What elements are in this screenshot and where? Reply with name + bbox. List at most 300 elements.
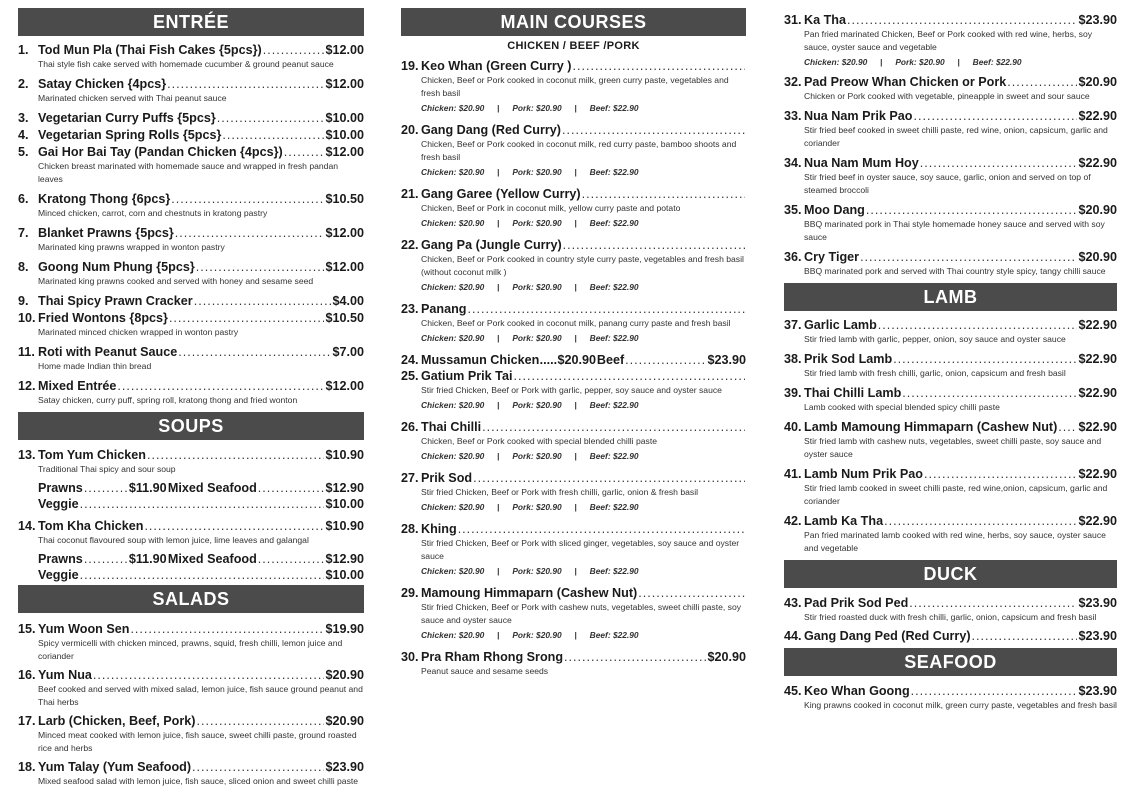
menu-item-line — [18, 621, 364, 637]
chicken-price: Chicken: $20.90 — [421, 282, 485, 292]
item-number: 9. — [18, 294, 29, 308]
item-name: Vegetarian Spring Rolls {5pcs} — [38, 128, 222, 142]
dot-leader — [144, 518, 324, 534]
item-number: 26. — [401, 420, 419, 434]
beef-price: Beef: $22.90 — [589, 630, 639, 640]
beef-price: Beef: $22.90 — [972, 57, 1022, 67]
item-price: $10.90 — [325, 448, 364, 462]
separator: | — [497, 400, 500, 410]
item-name: Khing — [421, 522, 457, 536]
price-options — [401, 166, 746, 179]
separator: | — [497, 103, 500, 113]
separator: | — [497, 566, 500, 576]
dot-leader — [924, 466, 1077, 482]
menu-item — [18, 225, 364, 254]
item-description: Stir fried Chicken, Beef or Pork with cashew nuts, vegetables, sweet chilli paste, soy sauce and oyster sauce — [421, 602, 742, 625]
dot-leader — [911, 683, 1078, 699]
menu-item-line — [784, 108, 1117, 124]
menu-item-line — [784, 385, 1117, 401]
price-options — [401, 399, 746, 412]
item-name: Tod Mun Pla (Thai Fish Cakes {5pcs}) — [38, 43, 262, 57]
item-description: BBQ marinated pork and served with Thai country style spicy, tangy chilli sauce — [804, 266, 1106, 276]
menu-item — [784, 108, 1117, 150]
menu-item — [401, 301, 746, 345]
menu-item — [401, 237, 746, 294]
item-price: $22.90 — [1078, 352, 1117, 366]
dot-leader — [564, 649, 706, 665]
beef-label: Beef — [596, 353, 625, 367]
price-options — [401, 565, 746, 578]
menu-item-line — [401, 585, 746, 601]
item-name: Lamb Ka Tha — [804, 514, 884, 528]
item-name: Gang Garee (Yellow Curry) — [421, 187, 581, 201]
item-name: Thai Spicy Prawn Cracker — [38, 294, 193, 308]
menu-item — [18, 259, 364, 288]
separator: | — [497, 218, 500, 228]
separator: | — [497, 451, 500, 461]
menu-item-line — [401, 58, 746, 74]
menu-item — [18, 621, 364, 663]
item-description: Pan fried marinated lamb cooked with red wine, herbs, soy sauce, oyster sauce and vegetable — [804, 530, 1106, 553]
pork-price: Pork: $20.90 — [512, 167, 562, 177]
menu-item — [784, 595, 1117, 624]
separator: | — [497, 502, 500, 512]
item-name: Panang — [421, 302, 467, 316]
item-number: 11. — [18, 345, 35, 359]
menu-item — [18, 293, 364, 309]
menu-item — [784, 202, 1117, 244]
item-description: Thai style fish cake served with homemade cucumber & ground peanut sauce — [38, 59, 334, 69]
item-description: Stir fried lamb cooked in sweet chilli paste, red wine,onion, capsicum, garlic and coriander — [804, 483, 1108, 506]
item-number: 34. — [784, 156, 802, 170]
item-name: Mussamun Chicken — [421, 353, 540, 367]
menu-item-line — [401, 521, 746, 537]
item-number: 42. — [784, 514, 802, 528]
item-description: Lamb cooked with special blended spicy chilli paste — [804, 402, 1000, 412]
price-options — [401, 501, 746, 514]
item-price: $12.00 — [325, 226, 364, 240]
item-description: Marinated minced chicken wrapped in wonton pastry — [38, 327, 239, 337]
menu-item — [18, 378, 364, 407]
item-price: $12.00 — [325, 43, 364, 57]
item-name: Gang Dang (Red Curry) — [421, 123, 561, 137]
dot-leader — [562, 122, 745, 138]
menu-item — [18, 191, 364, 220]
separator: | — [574, 103, 577, 113]
duck-banner: DUCK — [784, 560, 1117, 588]
item-description: Chicken, Beef or Pork cooked with special blended chilli paste — [421, 436, 657, 446]
item-number: 18. — [18, 760, 36, 774]
item-description: Chicken breast marinated with homemade sauce and wrapped in fresh pandan leaves — [38, 161, 339, 184]
menu-item-line — [401, 368, 746, 384]
menu-item-line — [784, 317, 1117, 333]
item-price: $19.90 — [325, 622, 364, 636]
menu-item-line — [401, 301, 746, 317]
item-name: Thai Chilli Lamb — [804, 386, 902, 400]
item-description: Stir fried Chicken, Beef or Pork with garlic, pepper, soy sauce and oyster sauce — [421, 385, 722, 395]
chicken-price: Chicken: $20.90 — [421, 167, 485, 177]
item-price: $20.90 — [1078, 250, 1117, 264]
soups-banner: SOUPS — [18, 412, 364, 440]
item-number: 36. — [784, 250, 802, 264]
dot-leader — [80, 496, 325, 512]
item-price: $22.90 — [1078, 109, 1117, 123]
item-number: 32. — [784, 75, 802, 89]
item-description: Chicken, Beef or Pork cooked in coconut milk, green curry paste, vegetables and fresh basil — [421, 75, 729, 98]
item-price: $20.90 — [1078, 203, 1117, 217]
pork-price: Pork: $20.90 — [512, 502, 562, 512]
item-price: $20.90 — [325, 714, 364, 728]
item-number: 27. — [401, 471, 419, 485]
item-number: 29. — [401, 586, 419, 600]
sub-label: Veggie — [38, 568, 79, 582]
item-price: $10.00 — [325, 128, 364, 142]
pork-price: Pork: $20.90 — [512, 333, 562, 343]
item-number: 5. — [18, 145, 29, 159]
dot-leader — [914, 108, 1078, 124]
dot-leader — [582, 186, 745, 202]
beef-price: Beef: $22.90 — [589, 502, 639, 512]
menu-item — [401, 649, 746, 678]
menu-item-line — [401, 122, 746, 138]
item-description: Marinated king prawns wrapped in wonton pastry — [38, 242, 225, 252]
item-name: Yum Nua — [38, 668, 92, 682]
menu-item — [18, 759, 364, 788]
item-price: $10.50 — [325, 311, 364, 325]
item-description: Home made Indian thin bread — [38, 361, 152, 371]
item-price: $10.90 — [325, 519, 364, 533]
menu-item — [18, 713, 364, 755]
beef-price: Beef: $22.90 — [589, 103, 639, 113]
menu-item-line — [401, 237, 746, 253]
item-name: Prik Sod — [421, 471, 473, 485]
menu-item-line — [18, 378, 364, 394]
beef-price: Beef: $22.90 — [589, 566, 639, 576]
item-name: Mixed Entrée — [38, 379, 117, 393]
item-description: Satay chicken, curry puff, spring roll, kratong thong and fried wonton — [38, 395, 298, 405]
main-courses-subtitle: CHICKEN / BEEF /PORK — [507, 40, 640, 52]
menu-item-line — [401, 419, 746, 435]
salads-banner: SALADS — [18, 585, 364, 613]
mussamun-line — [401, 352, 746, 368]
item-price: $22.90 — [1078, 467, 1117, 481]
item-number: 7. — [18, 226, 29, 240]
item-description: Marinated king prawns cooked and served with honey and sesame seed — [38, 276, 314, 286]
item-description: Stir fried roasted duck with fresh chilli, garlic, onion, capsicum and fresh basil — [804, 612, 1097, 622]
item-description: Chicken, Beef or Pork in coconut milk, yellow curry paste and potato — [421, 203, 681, 213]
item-price: $22.90 — [1078, 318, 1117, 332]
menu-item — [784, 385, 1117, 414]
menu-item — [18, 110, 364, 126]
menu-item-line — [18, 293, 364, 309]
dot-leader — [920, 155, 1078, 171]
dot-leader — [117, 378, 324, 394]
dot-leader — [147, 447, 324, 463]
beef-price: Beef: $22.90 — [589, 333, 639, 343]
menu-item-line — [784, 155, 1117, 171]
item-number: 21. — [401, 187, 419, 201]
item-number: 4. — [18, 128, 29, 142]
item-number: 31. — [784, 13, 802, 27]
item-number: 23. — [401, 302, 419, 316]
price-options — [401, 102, 746, 115]
price-options — [784, 56, 1117, 69]
item-description: Peanut sauce and sesame seeds — [421, 666, 549, 676]
prawns-price: $11.90 — [128, 481, 167, 495]
item-price: $20.90 — [325, 668, 364, 682]
dot-leader — [196, 259, 325, 275]
item-number: 3. — [18, 111, 29, 125]
item-number: 40. — [784, 420, 802, 434]
item-price: $22.90 — [1078, 514, 1117, 528]
menu-item-line — [18, 76, 364, 92]
menu-item-line — [784, 202, 1117, 218]
dot-leader — [171, 191, 324, 207]
prawns-price: $11.90 — [128, 552, 167, 566]
menu-item-line — [784, 351, 1117, 367]
item-price: $20.90 — [707, 650, 746, 664]
item-description: Chicken, Beef or Pork cooked in country style curry paste, vegetables and fresh basil (without coconut milk ) — [421, 254, 744, 277]
menu-item-line — [784, 595, 1117, 611]
separator: | — [574, 451, 577, 461]
menu-item — [401, 122, 746, 179]
item-name: Gatium Prik Tai — [421, 369, 513, 383]
item-description: Stir fried lamb with garlic, pepper, onion, soy sauce and oyster sauce — [804, 334, 1066, 344]
item-description: Stir fried Chicken, Beef or Pork with fresh chilli, garlic, onion & fresh basil — [421, 487, 699, 497]
dot-leader — [84, 551, 128, 567]
seafood-banner: SEAFOOD — [784, 648, 1117, 676]
item-name: Nua Nam Mum Hoy — [804, 156, 919, 170]
dot-leader — [473, 470, 745, 486]
menu-item — [18, 310, 364, 339]
item-number: 28. — [401, 522, 419, 536]
price-options — [401, 281, 746, 294]
item-name: Gang Pa (Jungle Curry) — [421, 238, 562, 252]
menu-item — [784, 466, 1117, 508]
item-name: Gang Dang Ped (Red Curry) — [804, 629, 971, 643]
menu-item — [784, 513, 1117, 555]
item-name: Ka Tha — [804, 13, 846, 27]
item-number: 10. — [18, 311, 36, 325]
menu-item-line — [784, 74, 1117, 90]
item-price: $23.90 — [1078, 13, 1117, 27]
item-description: Chicken, Beef or Pork cooked in coconut milk, panang curry paste and fresh basil — [421, 318, 731, 328]
pork-price: Pork: $20.90 — [512, 566, 562, 576]
item-price: $12.00 — [325, 145, 364, 159]
item-number: 2. — [18, 77, 29, 91]
menu-item — [784, 419, 1117, 461]
item-description: Chicken or Pork cooked with vegetable, pineapple in sweet and sour sauce — [804, 91, 1090, 101]
item-description: Stir fried Chicken, Beef or Pork with sliced ginger, vegetables, soy sauce and oyster sauce — [421, 538, 740, 561]
item-number: 16. — [18, 668, 36, 682]
dot-leader — [638, 585, 745, 601]
dot-leader — [482, 419, 745, 435]
item-name: Tom Kha Chicken — [38, 519, 144, 533]
menu-item-line — [18, 191, 364, 207]
dot-leader — [80, 567, 325, 583]
pork-price: Pork: $20.90 — [512, 103, 562, 113]
item-description: Minced meat cooked with lemon juice, fish sauce, sweet chilli paste, ground roasted rice and herbs — [38, 730, 357, 753]
item-number: 37. — [784, 318, 802, 332]
menu-item-line — [784, 249, 1117, 265]
item-name: Keo Whan Goong — [804, 684, 910, 698]
item-price: $23.90 — [1078, 684, 1117, 698]
dot-leader — [893, 351, 1077, 367]
separator: | — [574, 218, 577, 228]
item-description: Stir fried beef in oyster sauce, soy sauce, garlic, onion and served on top of steamed broccoli — [804, 172, 1091, 195]
menu-item-line — [18, 110, 364, 126]
item-name: Garlic Lamb — [804, 318, 877, 332]
dot-leader — [884, 513, 1077, 529]
dot-leader — [194, 293, 332, 309]
prawns-label: Prawns — [38, 481, 83, 495]
menu-item — [784, 351, 1117, 380]
item-name: Vegetarian Curry Puffs {5pcs} — [38, 111, 216, 125]
dot-leader — [1058, 419, 1077, 435]
pork-price: Pork: $20.90 — [512, 282, 562, 292]
item-name: Lamb Num Prik Pao — [804, 467, 923, 481]
item-name: Goong Num Phung {5pcs} — [38, 260, 195, 274]
item-number: 30. — [401, 650, 419, 664]
item-name: Roti with Peanut Sauce — [38, 345, 178, 359]
dot-leader — [458, 521, 745, 537]
separator: | — [574, 167, 577, 177]
price-options — [401, 450, 746, 463]
pork-price: Pork: $20.90 — [512, 451, 562, 461]
dot-leader — [284, 144, 325, 160]
sub-price: $10.00 — [325, 497, 364, 511]
menu-item-line — [18, 144, 364, 160]
beef-price: Beef: $22.90 — [589, 451, 639, 461]
item-description: Marinated chicken served with Thai peanut sauce — [38, 93, 227, 103]
menu-item — [18, 127, 364, 143]
dot-leader — [263, 42, 325, 58]
dot-leader — [625, 352, 706, 368]
dot-leader — [130, 621, 324, 637]
menu-item-line — [784, 628, 1117, 644]
chicken-price: Chicken: $20.90 — [804, 57, 868, 67]
item-price: $4.00 — [332, 294, 364, 308]
mussamun-chicken-price: $20.90 — [557, 353, 596, 367]
item-name: Fried Wontons {8pcs} — [38, 311, 168, 325]
item-price: $22.90 — [1078, 420, 1117, 434]
menu-item-line — [401, 649, 746, 665]
dot-leader — [847, 12, 1077, 28]
item-number: 14. — [18, 519, 36, 533]
separator: | — [957, 57, 960, 67]
item-price: $12.00 — [325, 260, 364, 274]
beef-price: Beef: $22.90 — [589, 218, 639, 228]
item-number: 39. — [784, 386, 802, 400]
pork-price: Pork: $20.90 — [895, 57, 945, 67]
separator: | — [497, 333, 500, 343]
item-description: Beef cooked and served with mixed salad, lemon juice, fish sauce ground peanut and Thai herbs — [38, 684, 363, 707]
dot-leader — [902, 385, 1077, 401]
veggie-variant — [18, 567, 364, 583]
item-name: Nua Nam Prik Pao — [804, 109, 913, 123]
dot-leader — [167, 76, 324, 92]
menu-item — [784, 74, 1117, 103]
item-number: 45. — [784, 684, 802, 698]
dot-leader — [866, 202, 1078, 218]
menu-item-line — [784, 683, 1117, 699]
separator: | — [574, 400, 577, 410]
item-description: Mixed seafood salad with lemon juice, fish sauce, sliced onion and sweet chilli paste — [38, 776, 359, 786]
item-number: 35. — [784, 203, 802, 217]
menu-item — [401, 470, 746, 514]
separator: | — [574, 502, 577, 512]
menu-item — [18, 144, 364, 186]
separator: | — [497, 167, 500, 177]
main-courses-column — [401, 0, 746, 680]
menu-item-line — [18, 310, 364, 326]
item-name: Pra Rham Rhong Srong — [421, 650, 564, 664]
item-price: $7.00 — [332, 345, 364, 359]
dot-leader — [878, 317, 1078, 333]
item-name: Blanket Prawns {5pcs} — [38, 226, 174, 240]
item-description: BBQ marinated pork in Thai style homemade honey sauce and served with soy sauce — [804, 219, 1105, 242]
item-price: $23.90 — [1078, 596, 1117, 610]
dot-leader — [572, 58, 745, 74]
dot-leader — [258, 480, 325, 496]
seafood-label: Mixed Seafood — [167, 552, 257, 566]
item-number: 12. — [18, 379, 36, 393]
item-number: 8. — [18, 260, 29, 274]
item-number: 19. — [401, 59, 419, 73]
chicken-price: Chicken: $20.90 — [421, 451, 485, 461]
dot-leader — [563, 237, 745, 253]
menu-item-line — [18, 713, 364, 729]
item-description: Stir fried lamb with cashew nuts, vegetables, sweet chilli paste, soy sauce and oyster sauce — [804, 436, 1102, 459]
menu-item-line — [784, 12, 1117, 28]
pork-price: Pork: $20.90 — [512, 218, 562, 228]
item-description: Traditional Thai spicy and sour soup — [38, 464, 176, 474]
menu-item-line — [18, 344, 364, 360]
menu-item-line — [18, 518, 364, 534]
veggie-variant — [18, 496, 364, 512]
item-description: King prawns cooked in coconut milk, green curry paste, vegetables and fresh basil — [804, 700, 1117, 710]
item-price: $23.90 — [325, 760, 364, 774]
menu-item — [784, 628, 1117, 644]
item-number: 15. — [18, 622, 36, 636]
item-description: Minced chicken, carrot, corn and chestnuts in kratong pastry — [38, 208, 268, 218]
item-name: Keo Whan (Green Curry ) — [421, 59, 572, 73]
menu-item-line — [401, 186, 746, 202]
price-options — [401, 217, 746, 230]
dot-leader — [175, 225, 325, 241]
menu-item — [18, 447, 364, 476]
item-name: Moo Dang — [804, 203, 865, 217]
chicken-price: Chicken: $20.90 — [421, 218, 485, 228]
soup-variants — [18, 480, 364, 496]
item-number: 6. — [18, 192, 29, 206]
item-name: Gai Hor Bai Tay (Pandan Chicken {4pcs}) — [38, 145, 283, 159]
dot-leader — [860, 249, 1077, 265]
item-description: Stir fried lamb with fresh chilli, garlic, onion, capsicum and fresh basil — [804, 368, 1066, 378]
separator: | — [574, 282, 577, 292]
item-name: Pad Preow Whan Chicken or Pork — [804, 75, 1007, 89]
dot-leader — [909, 595, 1077, 611]
item-description: Thai coconut flavoured soup with lemon juice, lime leaves and galangal — [38, 535, 309, 545]
item-number: 25. — [401, 369, 419, 383]
chicken-price: Chicken: $20.90 — [421, 333, 485, 343]
specials-column — [784, 0, 1117, 712]
menu-item-line — [401, 470, 746, 486]
sub-price: $10.00 — [325, 568, 364, 582]
item-number: 44. — [784, 629, 802, 643]
item-number: 38. — [784, 352, 802, 366]
chicken-price: Chicken: $20.90 — [421, 400, 485, 410]
